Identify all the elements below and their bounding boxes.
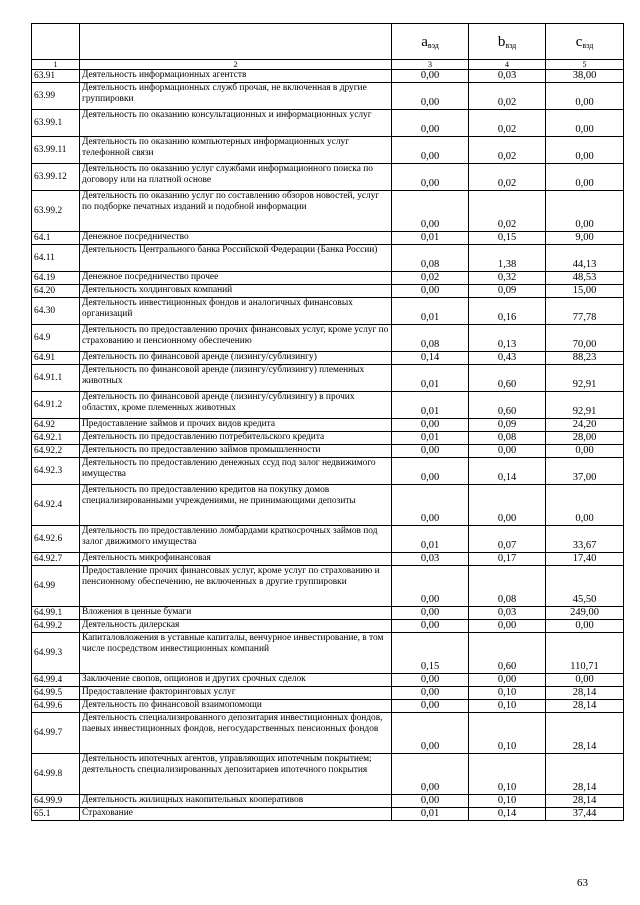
row-description: Деятельность холдинговых компаний <box>80 285 392 298</box>
row-value-b: 0,03 <box>469 70 546 83</box>
row-value-c: 44,13 <box>546 245 624 272</box>
row-value-a: 0,00 <box>392 713 469 754</box>
table-row <box>32 365 624 392</box>
row-code: 64.99.1 <box>32 607 80 620</box>
row-value-a: 0,00 <box>392 674 469 687</box>
row-description: Денежное посредничество <box>80 232 392 245</box>
row-value-c: 37,00 <box>546 458 624 485</box>
row-description: Деятельность специализированного депозитария инвестиционных фондов, паевых инвестиционных фондов, негосударственных пенсионных фондов <box>80 713 392 754</box>
row-value-b: 0,00 <box>469 445 546 458</box>
row-value-b: 0,16 <box>469 298 546 325</box>
row-value-b: 0,10 <box>469 754 546 795</box>
row-description: Капиталовложения в уставные капиталы, венчурное инвестирование, в том числе посредством инвестиционных компаний <box>80 633 392 674</box>
row-value-a: 0,00 <box>392 607 469 620</box>
row-value-c: 9,00 <box>546 232 624 245</box>
row-code: 64.92.4 <box>32 485 80 526</box>
row-value-b: 0,43 <box>469 352 546 365</box>
row-value-b: 0,10 <box>469 795 546 808</box>
row-description: Деятельность по оказанию услуг по составлению обзоров новостей, услуг по подборке печатных изданий и подобной информации <box>80 191 392 232</box>
row-value-c: 17,40 <box>546 553 624 566</box>
table-row <box>32 325 624 352</box>
row-value-a: 0,15 <box>392 633 469 674</box>
row-description: Денежное посредничество прочее <box>80 272 392 285</box>
row-code: 64.11 <box>32 245 80 272</box>
row-value-a: 0,08 <box>392 325 469 352</box>
table-row <box>32 191 624 232</box>
row-value-c: 15,00 <box>546 285 624 298</box>
table-row <box>32 285 624 298</box>
row-value-b: 0,09 <box>469 285 546 298</box>
row-value-b: 0,14 <box>469 808 546 821</box>
row-value-c: 92,91 <box>546 365 624 392</box>
row-description: Страхование <box>80 808 392 821</box>
row-value-b: 0,08 <box>469 566 546 607</box>
row-value-a: 0,00 <box>392 458 469 485</box>
row-description: Деятельность по финансовой взаимопомощи <box>80 700 392 713</box>
table-row <box>32 713 624 754</box>
row-description: Деятельность по предоставлению кредитов на покупку домов специализированными учреждениями, не принимающими депозиты <box>80 485 392 526</box>
table-row <box>32 607 624 620</box>
table-row <box>32 553 624 566</box>
table-header-row <box>32 24 624 60</box>
row-value-c: 45,50 <box>546 566 624 607</box>
row-code: 63.91 <box>32 70 80 83</box>
row-value-c: 24,20 <box>546 419 624 432</box>
row-code: 64.99.3 <box>32 633 80 674</box>
header-col-b <box>469 24 546 60</box>
row-value-b: 0,10 <box>469 687 546 700</box>
row-value-c: 28,14 <box>546 687 624 700</box>
row-value-b: 0,02 <box>469 83 546 110</box>
row-value-c: 0,00 <box>546 191 624 232</box>
row-value-b: 0,10 <box>469 713 546 754</box>
row-code: 64.92.3 <box>32 458 80 485</box>
row-code: 64.99.4 <box>32 674 80 687</box>
row-description: Вложения в ценные бумаги <box>80 607 392 620</box>
column-number-row <box>32 60 624 70</box>
row-description: Деятельность ипотечных агентов, управляющих ипотечным покрытием; деятельность специализированных депозитариев ипотечного покрытия <box>80 754 392 795</box>
row-value-b: 0,00 <box>469 620 546 633</box>
row-value-a: 0,00 <box>392 687 469 700</box>
row-value-b: 0,00 <box>469 485 546 526</box>
table-row <box>32 432 624 445</box>
row-code: 63.99.11 <box>32 137 80 164</box>
row-value-b: 0,09 <box>469 419 546 432</box>
row-value-a: 0,00 <box>392 566 469 607</box>
row-value-b: 0,00 <box>469 674 546 687</box>
row-value-b: 0,02 <box>469 191 546 232</box>
table-row <box>32 298 624 325</box>
table-row <box>32 526 624 553</box>
row-value-c: 88,23 <box>546 352 624 365</box>
row-value-b: 0,13 <box>469 325 546 352</box>
table-row <box>32 245 624 272</box>
row-code: 64.99.7 <box>32 713 80 754</box>
row-description: Деятельность по предоставлению потребительского кредита <box>80 432 392 445</box>
row-description: Деятельность по предоставлению ломбардами краткосрочных займов под залог движимого имущества <box>80 526 392 553</box>
row-description: Деятельность информационных агентств <box>80 70 392 83</box>
table-row <box>32 232 624 245</box>
column-number: 2 <box>80 60 392 70</box>
row-value-a: 0,00 <box>392 83 469 110</box>
row-value-c: 28,14 <box>546 754 624 795</box>
header-col-c <box>546 24 624 60</box>
row-value-c: 28,14 <box>546 795 624 808</box>
header-col-b-label: b <box>497 34 506 50</box>
row-description: Деятельность инвестиционных фондов и аналогичных финансовых организаций <box>80 298 392 325</box>
table-row <box>32 419 624 432</box>
row-value-b: 0,60 <box>469 633 546 674</box>
row-description: Предоставление факторинговых услуг <box>80 687 392 700</box>
row-value-b: 1,38 <box>469 245 546 272</box>
row-value-c: 249,00 <box>546 607 624 620</box>
row-description: Заключение свопов, опционов и других срочных сделок <box>80 674 392 687</box>
row-description: Деятельность по оказанию компьютерных информационных услуг телефонной связи <box>80 137 392 164</box>
header-desc-cell <box>80 24 392 60</box>
coefficients-table <box>31 23 624 821</box>
row-value-a: 0,00 <box>392 419 469 432</box>
row-value-b: 0,17 <box>469 553 546 566</box>
table-row <box>32 795 624 808</box>
column-number: 5 <box>546 60 624 70</box>
row-value-a: 0,00 <box>392 191 469 232</box>
table-row <box>32 83 624 110</box>
table-row <box>32 674 624 687</box>
table-row <box>32 445 624 458</box>
row-value-b: 0,15 <box>469 232 546 245</box>
row-code: 63.99 <box>32 83 80 110</box>
row-value-a: 0,00 <box>392 285 469 298</box>
header-col-c-sub: вэд <box>582 41 594 50</box>
row-value-c: 38,00 <box>546 70 624 83</box>
row-description: Деятельность по финансовой аренде (лизингу/сублизингу) в прочих областях, кроме племенных животных <box>80 392 392 419</box>
row-code: 64.91.1 <box>32 365 80 392</box>
row-value-a: 0,00 <box>392 110 469 137</box>
row-description: Деятельность по оказанию консультационных и информационных услуг <box>80 110 392 137</box>
row-value-b: 0,60 <box>469 392 546 419</box>
row-code: 64.19 <box>32 272 80 285</box>
row-description: Деятельность дилерская <box>80 620 392 633</box>
row-value-b: 0,08 <box>469 432 546 445</box>
row-value-a: 0,00 <box>392 445 469 458</box>
row-value-b: 0,32 <box>469 272 546 285</box>
table-row <box>32 687 624 700</box>
row-description: Деятельность по предоставлению займов промышленности <box>80 445 392 458</box>
header-col-c-label: c <box>575 34 583 50</box>
row-value-a: 0,01 <box>392 232 469 245</box>
table-row <box>32 164 624 191</box>
row-value-c: 48,53 <box>546 272 624 285</box>
table-row <box>32 392 624 419</box>
row-value-b: 0,10 <box>469 700 546 713</box>
column-number: 4 <box>469 60 546 70</box>
row-code: 64.92 <box>32 419 80 432</box>
row-value-b: 0,07 <box>469 526 546 553</box>
row-code: 64.91 <box>32 352 80 365</box>
row-code: 64.92.7 <box>32 553 80 566</box>
row-value-c: 0,00 <box>546 164 624 191</box>
row-code: 64.92.1 <box>32 432 80 445</box>
header-col-a-label: a <box>421 34 428 50</box>
table-row <box>32 70 624 83</box>
row-description: Деятельность по финансовой аренде (лизингу/сублизингу) племенных животных <box>80 365 392 392</box>
row-value-c: 37,44 <box>546 808 624 821</box>
row-code: 64.92.6 <box>32 526 80 553</box>
column-number: 1 <box>32 60 80 70</box>
row-value-a: 0,01 <box>392 298 469 325</box>
row-value-a: 0,01 <box>392 392 469 419</box>
row-description: Деятельность микрофинансовая <box>80 553 392 566</box>
row-value-b: 0,02 <box>469 137 546 164</box>
row-value-a: 0,02 <box>392 272 469 285</box>
row-code: 63.99.1 <box>32 110 80 137</box>
row-value-a: 0,00 <box>392 754 469 795</box>
row-value-b: 0,60 <box>469 365 546 392</box>
table-row <box>32 754 624 795</box>
row-value-a: 0,00 <box>392 70 469 83</box>
table-row <box>32 700 624 713</box>
row-value-a: 0,00 <box>392 795 469 808</box>
row-description: Деятельность по предоставлению денежных ссуд под залог недвижимого имущества <box>80 458 392 485</box>
table-row <box>32 458 624 485</box>
row-value-c: 0,00 <box>546 445 624 458</box>
row-value-a: 0,01 <box>392 365 469 392</box>
row-value-c: 28,00 <box>546 432 624 445</box>
row-value-b: 0,02 <box>469 164 546 191</box>
row-code: 64.30 <box>32 298 80 325</box>
row-code: 64.99.2 <box>32 620 80 633</box>
row-code: 64.99.5 <box>32 687 80 700</box>
row-value-a: 0,14 <box>392 352 469 365</box>
row-description: Деятельность информационных служб прочая, не включенная в другие группировки <box>80 83 392 110</box>
header-col-a <box>392 24 469 60</box>
header-col-a-sub: вэд <box>427 41 439 50</box>
header-code-cell <box>32 24 80 60</box>
table-row <box>32 272 624 285</box>
row-code: 64.1 <box>32 232 80 245</box>
row-value-a: 0,00 <box>392 485 469 526</box>
row-description: Деятельность по предоставлению прочих финансовых услуг, кроме услуг по страхованию и пенсионному обеспечению <box>80 325 392 352</box>
row-value-a: 0,00 <box>392 137 469 164</box>
row-code: 64.99.6 <box>32 700 80 713</box>
row-description: Деятельность жилищных накопительных кооперативов <box>80 795 392 808</box>
row-value-a: 0,00 <box>392 164 469 191</box>
table-row <box>32 808 624 821</box>
row-code: 65.1 <box>32 808 80 821</box>
row-value-c: 28,14 <box>546 713 624 754</box>
row-value-c: 28,14 <box>546 700 624 713</box>
row-description: Деятельность по финансовой аренде (лизингу/сублизингу) <box>80 352 392 365</box>
row-value-c: 70,00 <box>546 325 624 352</box>
row-code: 64.91.2 <box>32 392 80 419</box>
row-code: 64.99 <box>32 566 80 607</box>
row-code: 64.92.2 <box>32 445 80 458</box>
table-row <box>32 137 624 164</box>
row-value-a: 0,01 <box>392 808 469 821</box>
table-row <box>32 485 624 526</box>
row-description: Предоставление займов и прочих видов кредита <box>80 419 392 432</box>
table-row <box>32 352 624 365</box>
column-number: 3 <box>392 60 469 70</box>
row-value-b: 0,14 <box>469 458 546 485</box>
page-number: 63 <box>577 877 588 889</box>
row-code: 64.20 <box>32 285 80 298</box>
row-value-c: 0,00 <box>546 674 624 687</box>
row-code: 64.99.9 <box>32 795 80 808</box>
row-description: Деятельность по оказанию услуг службами информационного поиска по договору или на платной основе <box>80 164 392 191</box>
row-value-c: 0,00 <box>546 83 624 110</box>
row-value-a: 0,00 <box>392 620 469 633</box>
table-row <box>32 110 624 137</box>
row-description: Деятельность Центрального банка Российской Федерации (Банка России) <box>80 245 392 272</box>
row-value-b: 0,03 <box>469 607 546 620</box>
table-row <box>32 620 624 633</box>
row-value-a: 0,03 <box>392 553 469 566</box>
row-value-c: 0,00 <box>546 620 624 633</box>
row-value-c: 0,00 <box>546 485 624 526</box>
row-value-c: 0,00 <box>546 110 624 137</box>
row-code: 63.99.2 <box>32 191 80 232</box>
header-col-b-sub: вэд <box>505 41 517 50</box>
row-value-c: 110,71 <box>546 633 624 674</box>
row-code: 64.99.8 <box>32 754 80 795</box>
row-code: 64.9 <box>32 325 80 352</box>
row-value-b: 0,02 <box>469 110 546 137</box>
row-value-c: 77,78 <box>546 298 624 325</box>
row-code: 63.99.12 <box>32 164 80 191</box>
row-value-c: 33,67 <box>546 526 624 553</box>
table-row <box>32 566 624 607</box>
table-row <box>32 633 624 674</box>
row-value-c: 92,91 <box>546 392 624 419</box>
row-description: Предоставление прочих финансовых услуг, кроме услуг по страхованию и пенсионному обеспечению, не включенных в другие группировки <box>80 566 392 607</box>
row-value-a: 0,08 <box>392 245 469 272</box>
row-value-a: 0,01 <box>392 432 469 445</box>
row-value-a: 0,00 <box>392 700 469 713</box>
row-value-a: 0,01 <box>392 526 469 553</box>
row-value-c: 0,00 <box>546 137 624 164</box>
